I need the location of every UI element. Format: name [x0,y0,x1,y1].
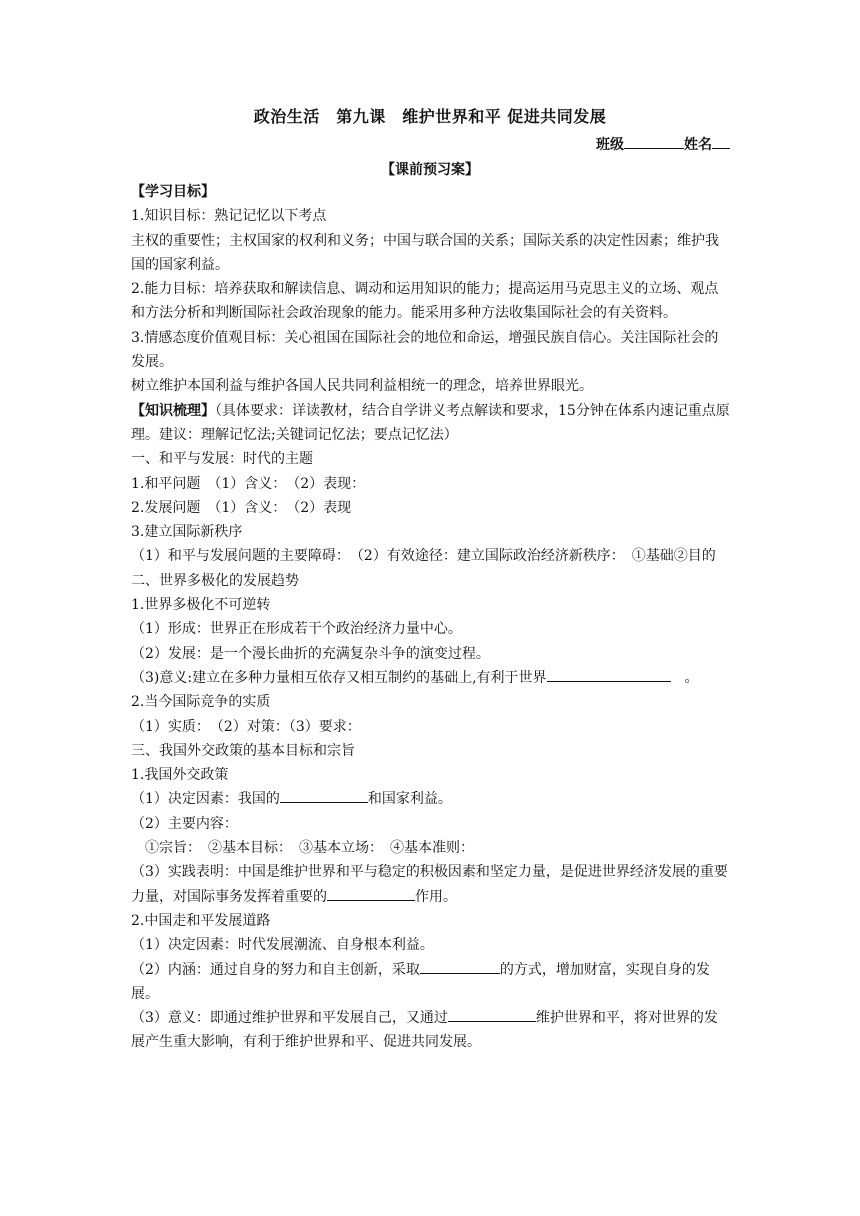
section-2-item-2a: （1）实质： （2）对策：（3）要求： [131,718,361,735]
fill-blank-3 [327,885,415,901]
class-name-line [596,134,730,154]
section-3-item-1d-post: 作用。 [415,888,457,905]
section-2-item-1c-pre: （3)意义:建立在多种力量相互依存又相互制约的基础上,有利于世界 [131,669,547,686]
objective-ability-text: 2.能力目标：培养获取和解读信息、调动和运用知识的能力；提高运用马克思主义的立场、观点和方法分析和判断国际社会政治现象的能力。能采用多种方法收集国际社会的有关资料。 [131,281,719,322]
objective-knowledge-text: 主权的重要性；主权国家的权利和义务；中国与联合国的关系；国际关系的决定性因素；维护我国的国家利益。 [131,232,719,273]
section-1-title: 一、和平与发展：时代的主题 [131,451,313,468]
section-3-item-1d-pre: （3）实践表明：中国是维护世界和平与稳定的积极因素和坚定力量，是促进世界经济发展的重要力量，对国际事务发挥着重要的 [131,864,728,905]
section-1-item-3: 3.建立国际新秩序 [131,524,243,541]
section-3-item-1a-post: 和国家利益。 [367,791,452,808]
section-3-item-2b-pre: （2）内涵：通过自身的努力和自主创新，采取 [131,961,420,978]
page-title: 政治生活 第九课 维护世界和平 促进共同发展 [253,107,607,126]
class-label: 班级 [596,137,624,153]
document-body [131,180,731,1055]
objective-knowledge-title: 1.知识目标：熟记记忆以下考点 [131,208,327,225]
fill-blank-4 [420,958,500,974]
objective-attitude-text: 3.情感态度价值观目标：关心祖国在国际社会的地位和命运，增强民族自信心。关注国际社会的发展。 [131,329,719,371]
fill-blank-2 [280,787,368,803]
objectives-heading: 【学习目标】 [131,184,215,200]
section-1-item-3a: （1）和平与发展问题的主要障碍： （2）有效途径：建立国际政治经济新秩序： ①基础②目的 [131,548,716,565]
section-1-item-2: 2.发展问题 （1）含义： （2）表现 [131,499,352,516]
section-2-item-2: 2.当今国际竞争的实质 [131,694,271,711]
section-2-item-1c-post: 。 [670,669,699,686]
name-label: 姓名 [684,137,712,153]
fill-blank-5 [448,1006,536,1022]
section-3-title: 三、我国外交政策的基本目标和宗旨 [131,742,355,759]
section-2-item-1b: （2）发展：是一个漫长曲折的充满复杂斗争的演变过程。 [131,645,490,662]
section-3-item-2b [131,958,731,1007]
section-3-item-1b: （2）主要内容： [131,815,238,832]
class-blank [624,134,684,149]
section-3-item-2c [131,1006,731,1055]
section-2-title: 二、世界多极化的发展趋势 [131,572,299,589]
section-3-item-1c: ①宗旨： ②基本目标： ③基本立场： ④基本准则： [131,840,474,857]
section-3-item-2c-pre: （3）意义：即通过维护世界和平发展自己，又通过 [131,1010,448,1027]
knowledge-heading: 【知识梳理】 [131,402,215,419]
section-3-item-2b-post: 的方式，增加财富，实现自身的发展。 [131,961,710,1002]
section-2-item-1: 1.世界多极化不可逆转 [131,597,271,614]
objective-attitude-text-2: 树立维护本国利益与维护各国人民共同利益相统一的理念，培养世界眼光。 [131,378,593,395]
section-3-item-1a [131,787,731,811]
section-subtitle: 【课前预习案】 [381,162,479,178]
name-blank [712,134,730,149]
section-3-item-2: 2.中国走和平发展道路 [131,912,271,929]
section-3-item-1a-pre: （1）决定因素：我国的 [131,791,280,808]
section-3-item-1d [131,860,731,909]
knowledge-section [131,399,731,448]
section-1-item-1: 1.和平问题 （1）含义： （2）表现： [131,475,366,492]
section-3-item-2c-post: 维护世界和平，将对世界的发展产生重大影响，有利于维护世界和平、促进共同发展。 [131,1010,718,1051]
section-3-item-2a: （1）决定因素：时代发展潮流、自身根本利益。 [131,937,434,954]
section-2-item-1c [131,666,731,690]
knowledge-note: （具体要求：详读教材，结合自学讲义考点解读和要求，15分钟在体系内速记重点原理。建议：理解记忆法;关键词记忆法；要点记忆法） [131,402,730,443]
fill-blank-1 [547,666,671,682]
section-2-item-1a: （1）形成：世界正在形成若干个政治经济力量中心。 [131,621,462,638]
section-3-item-1: 1.我国外交政策 [131,767,229,784]
